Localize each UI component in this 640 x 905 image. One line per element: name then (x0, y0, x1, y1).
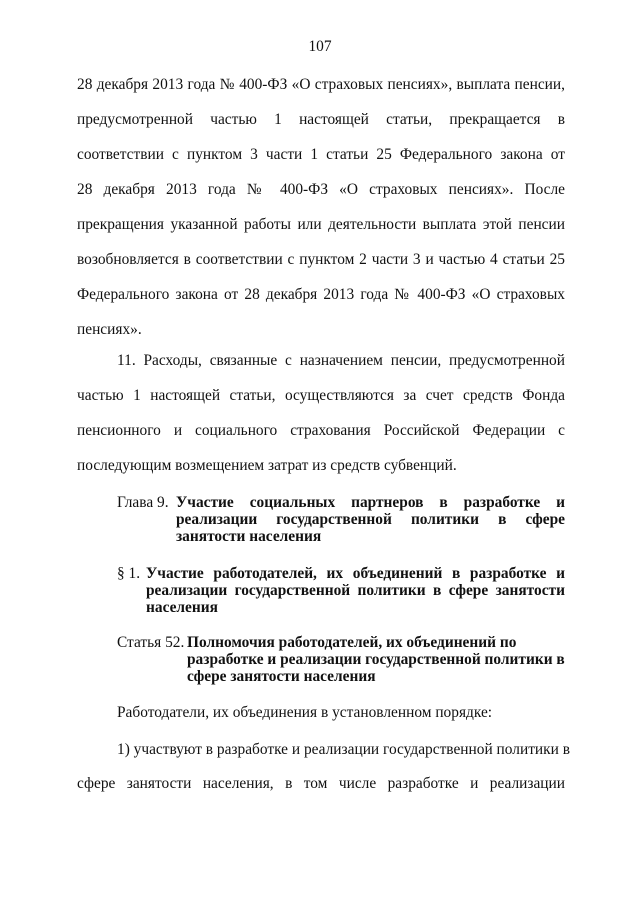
paragraph-line: пенсионного и социального страхования Российской Федерации с (77, 422, 565, 439)
chapter-title-line: занятости населения (176, 528, 322, 545)
paragraph-line: пенсиях». (77, 321, 142, 338)
paragraph-line: 11. Расходы, связанные с назначением пенсии, предусмотренной (117, 352, 565, 369)
section-title-line: Участие работодателей, их объединений в разработке и (146, 565, 565, 582)
paragraph-line: Федерального закона от 28 декабря 2013 года № 400-ФЗ «О страховых (77, 286, 565, 303)
paragraph-line: Работодатели, их объединения в установленном порядке: (117, 704, 493, 721)
paragraph-line: сфере занятости населения, в том числе разработке и реализации (77, 775, 565, 792)
article-title-line: сфере занятости населения (187, 668, 376, 685)
paragraph-line: возобновляется в соответствии с пунктом 2 части 3 и частью 4 статьи 25 (77, 251, 565, 268)
paragraph-line: 28 декабря 2013 года № 400-ФЗ «О страховых пенсиях», выплата пенсии, (77, 76, 565, 93)
section-title-line: населения (146, 599, 218, 616)
paragraph-line: 1) участвуют в разработке и реализации государственной политики в (117, 741, 570, 758)
paragraph-line: предусмотренной частью 1 настоящей статьи, прекращается в (77, 111, 565, 128)
section-label: § 1. (117, 565, 141, 582)
chapter-title-line: Участие социальных партнеров в разработке и (176, 494, 565, 511)
paragraph-line: последующим возмещением затрат из средств субвенций. (77, 457, 457, 474)
article-title-line: разработке и реализации государственной политики в (187, 651, 565, 668)
chapter-label: Глава 9. (117, 494, 169, 511)
paragraph-line: 28 декабря 2013 года № 400-ФЗ «О страховых пенсиях». После (77, 181, 565, 198)
section-title-line: реализации государственной политики в сфере занятости (146, 582, 565, 599)
page-number: 107 (308, 38, 332, 55)
paragraph-line: прекращения указанной работы или деятельности выплата этой пенсии (77, 216, 565, 233)
paragraph-line: частью 1 настоящей статьи, осуществляются за счет средств Фонда (77, 387, 565, 404)
paragraph-line: соответствии с пунктом 3 части 1 статьи 25 Федерального закона от (77, 146, 565, 163)
chapter-title-line: реализации государственной политики в сфере (176, 511, 565, 528)
article-title-line: Полномочия работодателей, их объединений по (187, 634, 517, 651)
article-label: Статья 52. (117, 634, 185, 651)
